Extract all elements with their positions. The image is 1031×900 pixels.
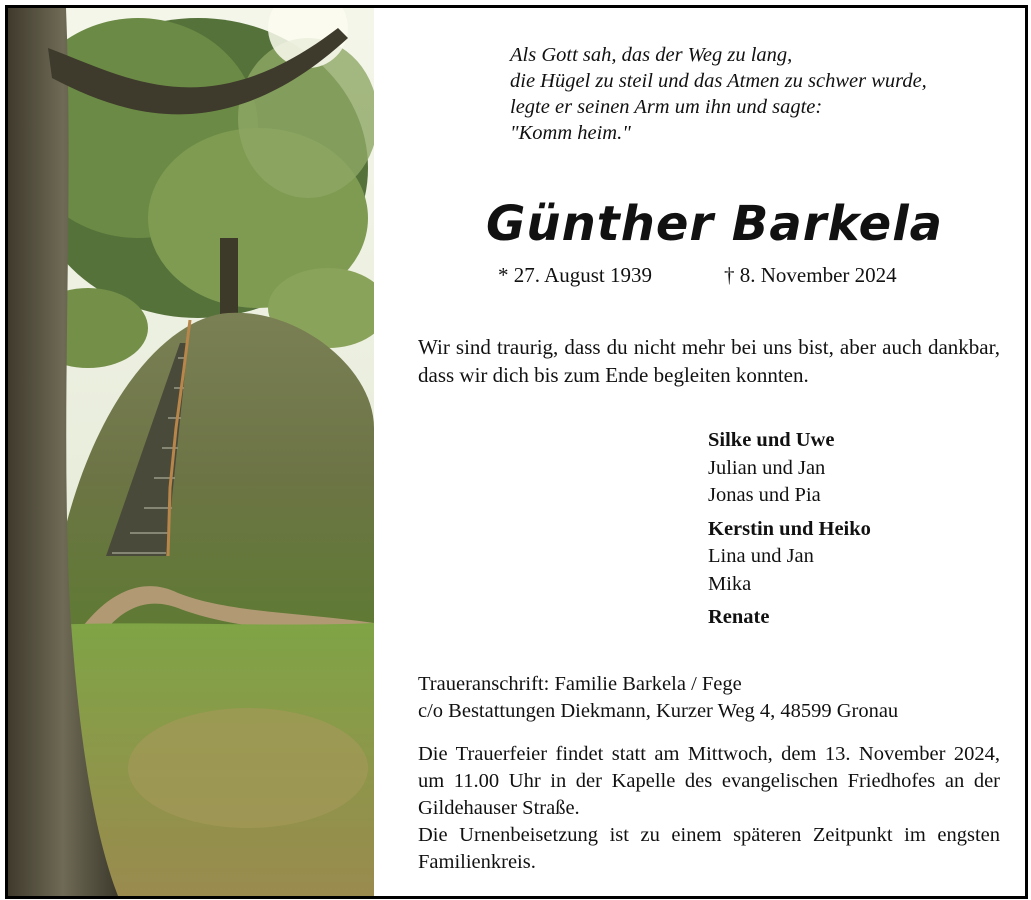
family-group <box>708 604 871 632</box>
deceased-name: Günther Barkela <box>486 196 944 252</box>
poem-line: Als Gott sah, das der Weg zu lang, <box>510 44 793 66</box>
family-lead: Silke und Uwe <box>708 429 835 451</box>
address-line: c/o Bestattungen Diekmann, Kurzer Weg 4, 48599 Gronau <box>418 700 899 722</box>
family-group <box>708 427 871 510</box>
family-lead: Renate <box>708 606 770 628</box>
life-dates <box>498 263 897 288</box>
poem-line: die Hügel zu steil und das Atmen zu schwer wurde, <box>510 70 927 92</box>
mourning-address <box>418 671 898 725</box>
family-lead: Kerstin und Heiko <box>708 517 871 540</box>
grief-message: Wir sind traurig, dass du nicht mehr bei uns bist, aber auch dankbar, dass wir dich bis zum Ende begleiten konnten. <box>418 335 1000 387</box>
family-member: Mika <box>708 572 752 595</box>
family-member: Jonas und Pia <box>708 484 821 506</box>
birth-date: * 27. August 1939 <box>498 263 653 287</box>
burial-text: Die Urnenbeisetzung ist zu einem späteren Zeitpunkt im engsten Familienkreis. <box>418 824 1000 873</box>
family-member: Julian und Jan <box>708 456 826 479</box>
service-info <box>418 741 1000 876</box>
park-hill-photo <box>8 8 374 896</box>
family-list <box>708 427 871 632</box>
obituary-card <box>5 5 1028 899</box>
address-line: Traueranschrift: Familie Barkela / Fege <box>418 673 742 695</box>
poem <box>510 42 927 146</box>
family-member: Lina und Jan <box>708 545 814 567</box>
family-group <box>708 516 871 599</box>
death-date: † 8. November 2024 <box>724 263 897 287</box>
ceremony-text: Die Trauerfeier findet statt am Mittwoch, dem 13. November 2024, um 11.00 Uhr in der Kapelle des evangelischen Friedhofes an der Gildehauser Straße. <box>418 743 1000 819</box>
text-column <box>374 8 1025 896</box>
poem-line: "Komm heim." <box>510 122 631 144</box>
poem-line: legte er seinen Arm um ihn und sagte: <box>510 96 823 118</box>
